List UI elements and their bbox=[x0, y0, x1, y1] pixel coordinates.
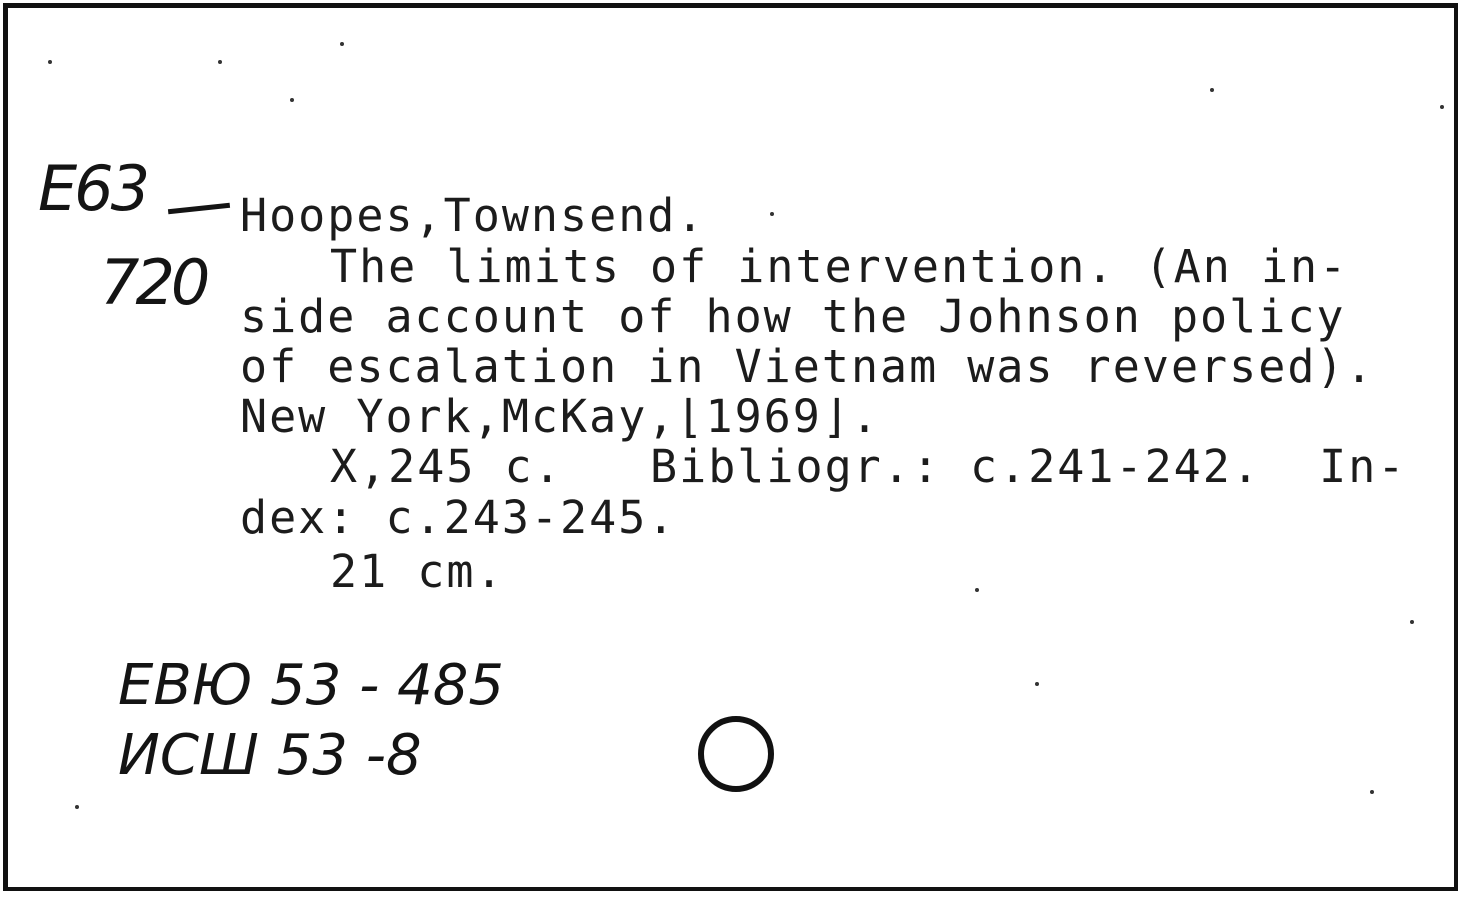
scan-speck bbox=[340, 42, 344, 46]
scan-speck bbox=[48, 60, 52, 64]
collation-line-2: dex: c.243-245. bbox=[240, 491, 677, 544]
collation-line-1: X,245 c. Bibliogr.: c.241-242. In- bbox=[330, 440, 1407, 493]
author-heading: Hoopes,Townsend. bbox=[240, 189, 706, 242]
scan-speck bbox=[218, 60, 222, 64]
scan-speck bbox=[1210, 88, 1214, 92]
scan-speck bbox=[770, 212, 774, 216]
title-line-3: of escalation in Vietnam was reversed). bbox=[240, 340, 1375, 393]
scan-speck bbox=[1370, 790, 1374, 794]
scan-speck bbox=[975, 588, 979, 592]
scan-speck bbox=[1440, 105, 1444, 109]
title-line-2: side account of how the Johnson policy bbox=[240, 290, 1346, 343]
scan-speck bbox=[1035, 682, 1039, 686]
imprint-line: New York,McKay,⌊1969⌋. bbox=[240, 390, 881, 443]
scan-speck bbox=[290, 98, 294, 102]
title-line-1: The limits of intervention. (An in- bbox=[330, 240, 1349, 293]
punch-hole bbox=[698, 716, 774, 792]
scan-speck bbox=[75, 805, 79, 809]
scan-speck bbox=[1410, 620, 1414, 624]
handwritten-reference-1: ЕВЮ 53 - 485 bbox=[118, 653, 505, 718]
call-number-line-2: 720 bbox=[100, 246, 207, 319]
handwritten-reference-2: ИСШ 53 -8 bbox=[118, 723, 422, 788]
size-line: 21 cm. bbox=[330, 545, 505, 598]
call-number-line-1: E63 bbox=[38, 152, 148, 225]
